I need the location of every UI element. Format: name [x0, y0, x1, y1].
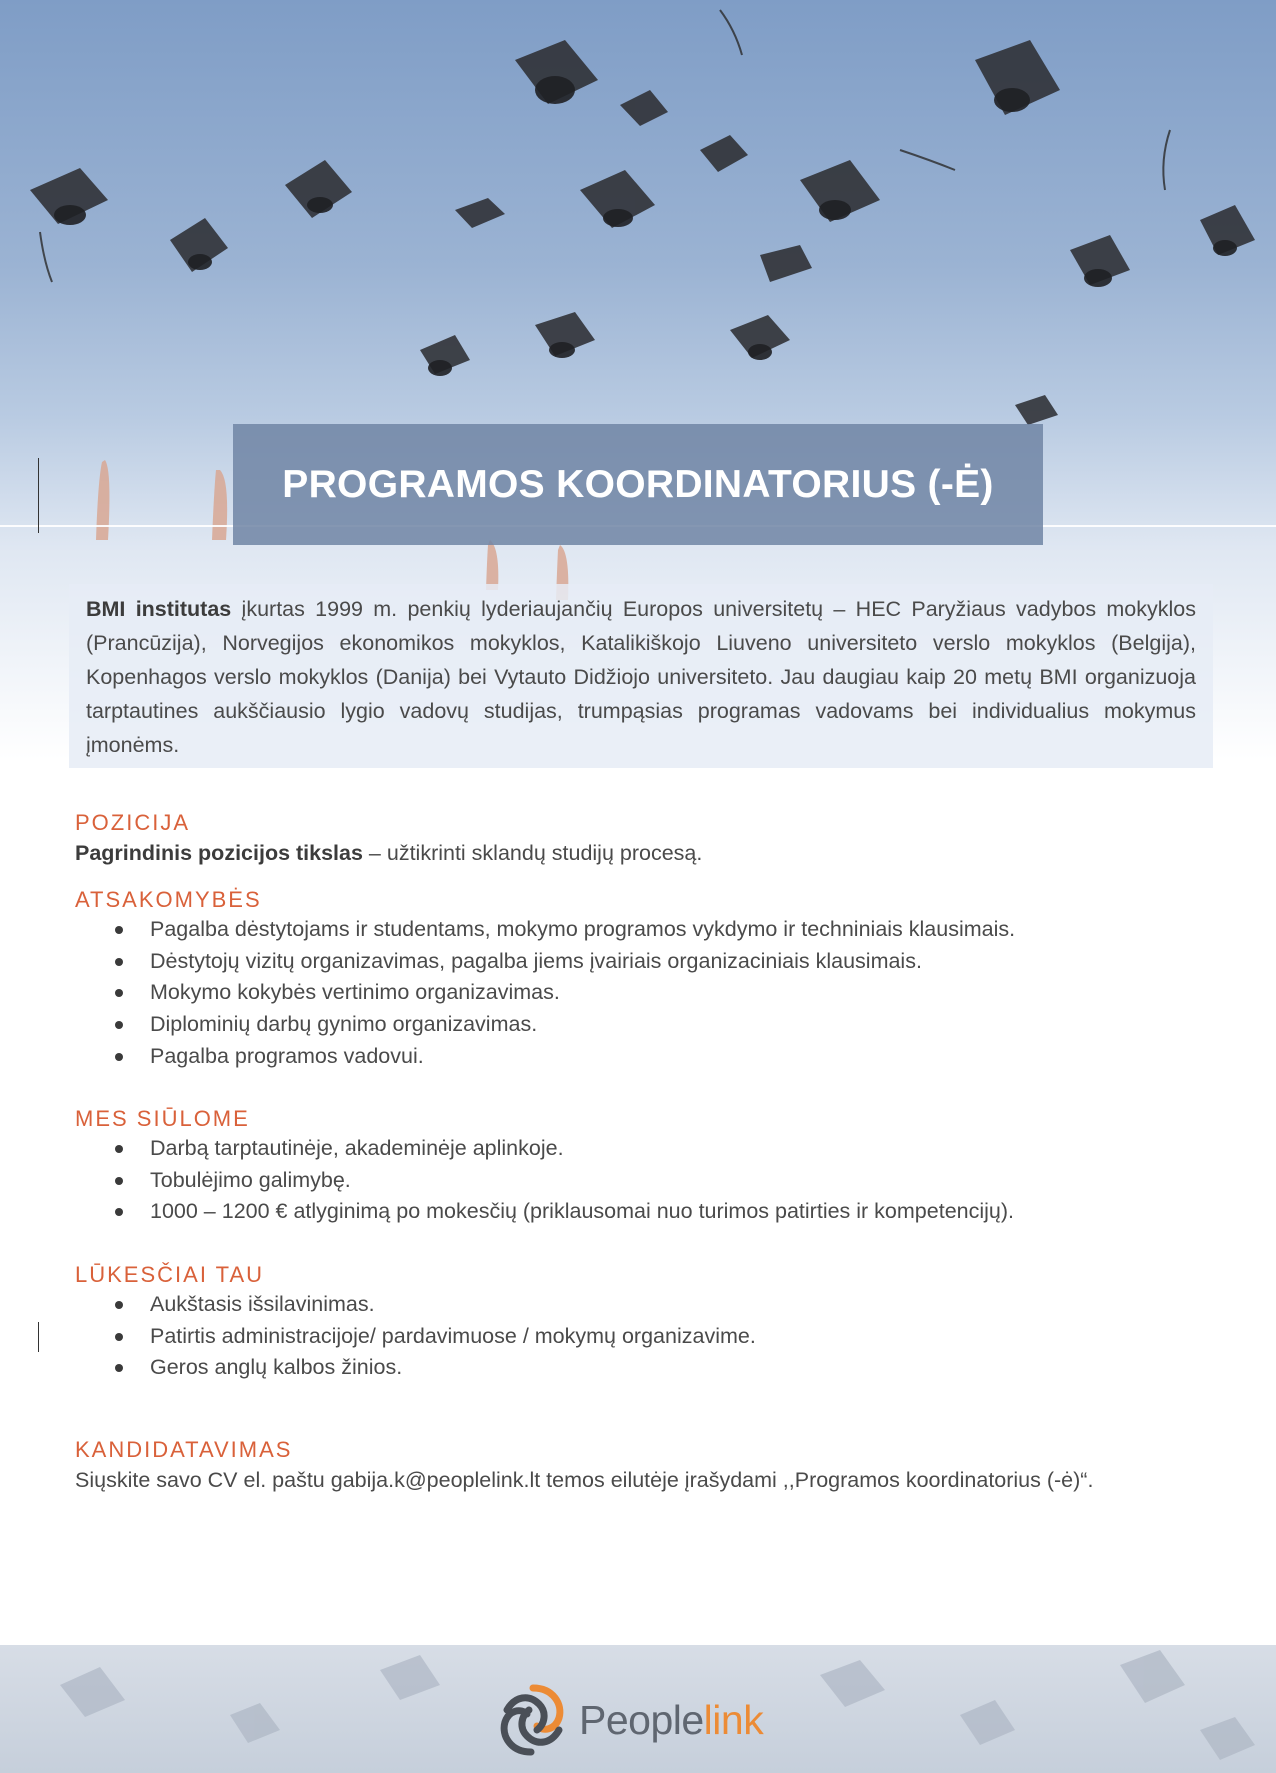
peoplelink-logo: [497, 1680, 763, 1760]
logo-wordmark-link: link: [703, 1696, 764, 1743]
responsibilities-list: [75, 914, 1215, 1073]
position-goal-label: Pagrindinis pozicijos tikslas: [75, 841, 363, 865]
heading-lukesciai: LŪKESČIAI TAU: [75, 1262, 265, 1287]
margin-mark: [38, 458, 39, 533]
logo-wordmark: [579, 1697, 763, 1744]
application-instructions: Siųskite savo CV el. paštu gabija.k@peoplelink.lt temos eilutėje įrašydami ,,Programos koordinatorius (-ė)“.: [75, 1468, 1094, 1492]
list-item: Geros anglų kalbos žinios.: [75, 1352, 1215, 1384]
list-item: Diplominių darbų gynimo organizavimas.: [75, 1009, 1215, 1041]
section-pozicija: [75, 809, 1215, 869]
intro-block: [69, 584, 1213, 768]
list-item: Pagalba dėstytojams ir studentams, mokymo programos vykdymo ir techniniais klausimais.: [75, 914, 1215, 946]
intro-company: BMI institutas: [86, 597, 232, 621]
intro-paragraph: [86, 592, 1196, 762]
heading-kandidatavimas: KANDIDATAVIMAS: [75, 1437, 293, 1462]
position-goal-text: – užtikrinti sklandų studijų procesą.: [362, 841, 703, 865]
section-kandidatavimas: [75, 1436, 1215, 1496]
list-item: Dėstytojų vizitų organizavimas, pagalba jiems įvairiais organizaciniais klausimais.: [75, 946, 1215, 978]
logo-wordmark-people: People: [579, 1696, 704, 1743]
intro-text: įkurtas 1999 m. penkių lyderiaujančių Europos universitetų – HEC Paryžiaus vadybos mokyklos (Prancūzija), Norvegijos ekonomikos mokyklos, Katalikiškojo Liuveno universiteto verslo mokyklos (Belgija), Kopenhagos verslo mokyklos (Danija) bei Vytauto Didžiojo universiteto. Jau daugiau kaip 20 metų BMI organizuoja tarptautines aukščiausio lygio vadovų studijas, trumpąsias programas vadovams bei individualius mokymus įmonėms.: [86, 597, 1196, 757]
peoplelink-logo-icon: [497, 1680, 569, 1760]
expectations-list: [75, 1289, 1215, 1384]
page-title: PROGRAMOS KOORDINATORIUS (-Ė): [282, 462, 994, 506]
list-item: Tobulėjimo galimybę.: [75, 1165, 1215, 1197]
position-goal: [75, 837, 1215, 869]
heading-mes-siulome: MES SIŪLOME: [75, 1106, 250, 1131]
heading-pozicija: POZICIJA: [75, 810, 191, 835]
heading-atsakomybes: ATSAKOMYBĖS: [75, 887, 262, 912]
list-item: Pagalba programos vadovui.: [75, 1041, 1215, 1073]
title-banner: [233, 424, 1043, 545]
margin-mark: [38, 1322, 39, 1352]
offer-list: [75, 1133, 1215, 1228]
section-mes-siulome: [75, 1105, 1215, 1228]
list-item: Patirtis administracijoje/ pardavimuose / mokymų organizavime.: [75, 1321, 1215, 1353]
list-item: Aukštasis išsilavinimas.: [75, 1289, 1215, 1321]
section-lukesciai: [75, 1261, 1215, 1384]
section-atsakomybes: [75, 886, 1215, 1073]
list-item: 1000 – 1200 € atlyginimą po mokesčių (priklausomai nuo turimos patirties ir kompetencijų).: [75, 1196, 1215, 1228]
list-item: Darbą tarptautinėje, akademinėje aplinkoje.: [75, 1133, 1215, 1165]
list-item: Mokymo kokybės vertinimo organizavimas.: [75, 977, 1215, 1009]
footer: [0, 1645, 1276, 1773]
